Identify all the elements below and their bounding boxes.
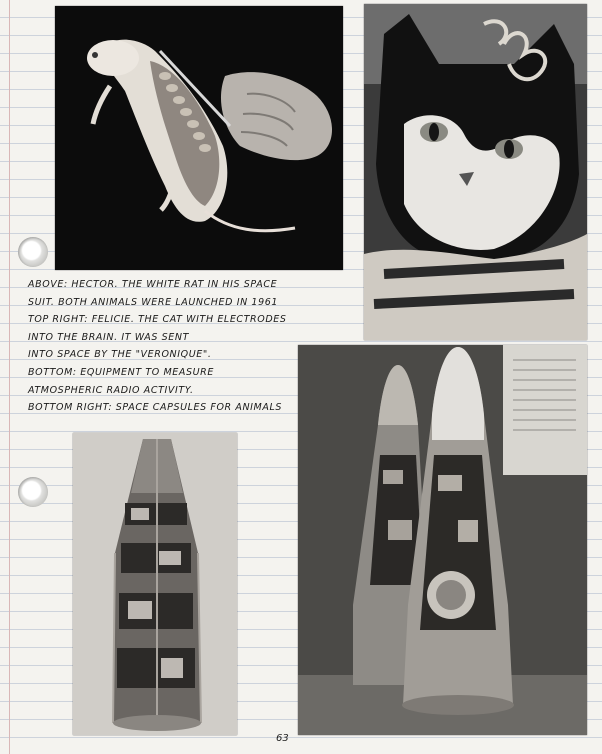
margin-line (9, 0, 10, 754)
caption-line: BOTTOM RIGHT: SPACE CAPSULES FOR ANIMALS (28, 402, 282, 414)
photo-space-capsules (298, 345, 587, 735)
photo-rat-in-space-suit (55, 6, 343, 270)
caption-line: SUIT. BOTH ANIMALS WERE LAUNCHED IN 1961 (28, 296, 278, 308)
caption-line: TOP RIGHT: FELICIE. THE CAT WITH ELECTRODES (28, 314, 287, 326)
caption-block (28, 276, 304, 417)
caption-line: ATMOSPHERIC RADIO ACTIVITY. (28, 384, 194, 396)
caption-line: ABOVE: HECTOR. THE WHITE RAT IN HIS SPACE (28, 279, 278, 290)
photo-cat-with-electrodes (364, 4, 587, 340)
punch-hole-bottom (18, 477, 48, 507)
punch-hole-top (18, 237, 48, 267)
photo-radioactivity-equipment (73, 433, 237, 735)
page-number: 63 (276, 733, 289, 744)
caption-line: INTO THE BRAIN. IT WAS SENT (28, 331, 189, 343)
caption-line: BOTTOM: EQUIPMENT TO MEASURE (28, 366, 214, 378)
caption-line: INTO SPACE BY THE "VERONIQUE". (28, 349, 212, 361)
